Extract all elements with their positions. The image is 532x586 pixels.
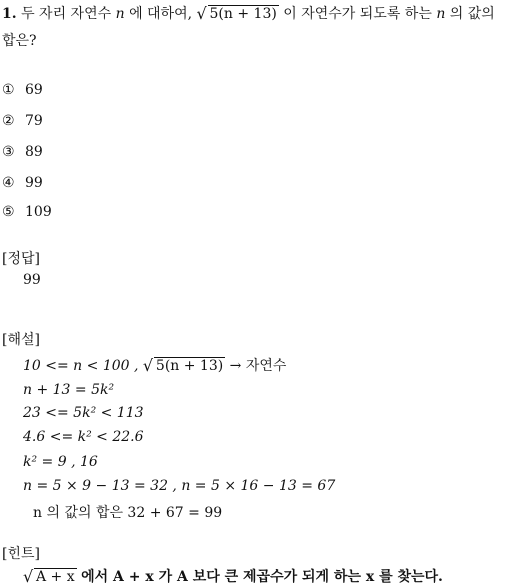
choice-symbol: ① (2, 82, 15, 98)
solution-line-1 (23, 355, 286, 375)
hint-sqrt-expr: A + x (36, 569, 75, 585)
question-var-n: n (115, 6, 125, 22)
choice-3[interactable] (2, 144, 43, 160)
choice-value: 69 (25, 82, 43, 98)
question-number: 1. (2, 6, 17, 22)
choice-4[interactable] (2, 175, 43, 191)
choice-1[interactable] (2, 82, 43, 98)
solution-sqrt-expr: 5(n + 13) (155, 358, 224, 374)
question-sqrt-expr: 5(n + 13) (209, 6, 277, 22)
solution-line-5: k² = 9 , 16 (23, 454, 98, 470)
hint-label: [힌트] (2, 546, 40, 562)
solution-line-3: 23 <= 5k² < 113 (23, 405, 144, 421)
choice-symbol: ③ (2, 144, 15, 160)
solution-line-2: n + 13 = 5k² (23, 382, 115, 398)
choice-value: 89 (25, 144, 43, 160)
question-text-prefix: 두 자리 자연수 (21, 6, 112, 22)
hint-line (23, 566, 443, 586)
choice-value: 79 (25, 113, 43, 129)
solution-line-1-pre: 10 <= n < 100 , (23, 358, 143, 374)
answer-value: 99 (23, 272, 41, 288)
choice-value: 99 (25, 175, 43, 191)
question-line-1 (2, 3, 495, 23)
solution-sqrt (143, 358, 225, 374)
choice-5[interactable] (2, 204, 52, 220)
choice-symbol: ④ (2, 175, 15, 191)
question-sqrt (197, 6, 279, 22)
choice-symbol: ② (2, 113, 15, 129)
solution-label: [해설] (2, 332, 40, 348)
hint-sqrt (23, 569, 77, 585)
question-line-2: 합은? (2, 33, 37, 49)
hint-text: 에서 A + x 가 A 보다 큰 제곱수가 되게 하는 x 를 찾는다. (81, 569, 443, 585)
solution-line-6: n = 5 × 9 − 13 = 32 , n = 5 × 16 − 13 = 67 (23, 478, 336, 494)
solution-line-4: 4.6 <= k² < 22.6 (23, 429, 144, 445)
question-text-mid: 에 대하여, (129, 6, 193, 22)
solution-line-7: n 의 값의 합은 32 + 67 = 99 (33, 505, 223, 521)
choice-2[interactable] (2, 113, 43, 129)
question-text-after: 이 자연수가 되도록 하는 (283, 6, 432, 22)
solution-line-1-post: → 자연수 (229, 358, 287, 374)
choice-value: 109 (25, 204, 52, 220)
question-var-n-2: n (436, 6, 446, 22)
choice-symbol: ⑤ (2, 204, 15, 220)
answer-label: [정답] (2, 251, 40, 267)
question-text-end: 의 값의 (449, 6, 495, 22)
